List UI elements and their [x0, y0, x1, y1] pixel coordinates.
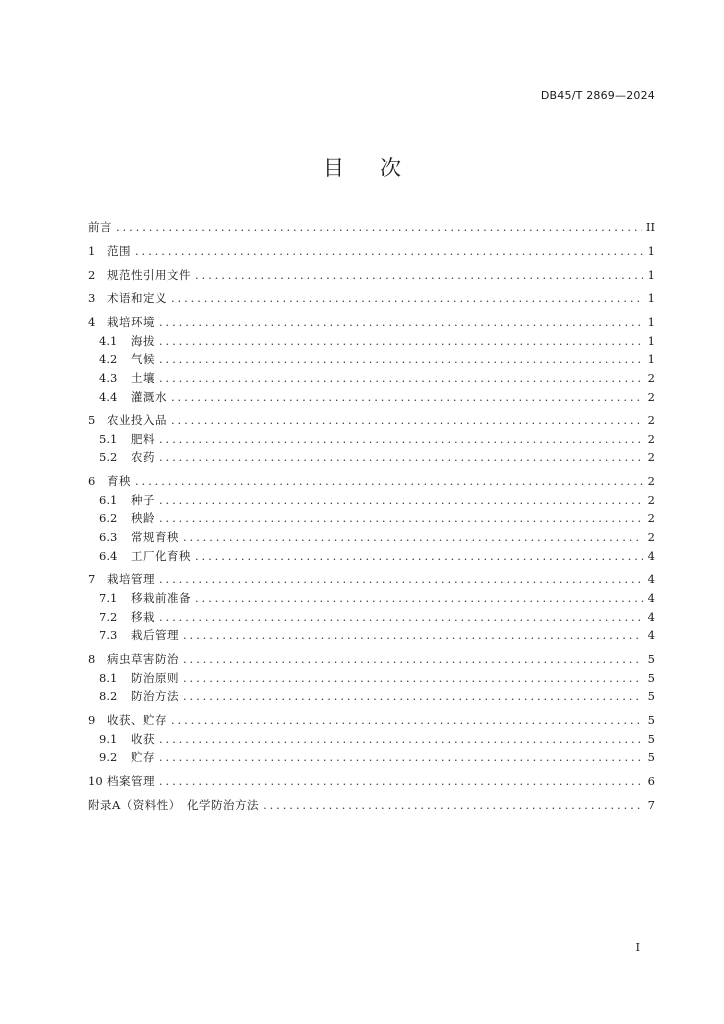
toc-entry-label: 附录A（资料性） 化学防治方法	[88, 797, 260, 812]
toc-entry-label: 农业投入品	[107, 413, 167, 428]
toc-entry-page: 1	[647, 333, 655, 348]
toc-entry-page: 4	[647, 609, 655, 624]
toc-dot-leader	[159, 430, 643, 449]
toc-entry-number: 4.2	[99, 352, 118, 367]
toc-dot-leader	[171, 411, 643, 430]
toc-entry-page: 2	[647, 370, 655, 385]
toc-dot-leader	[195, 266, 643, 285]
toc-entry-label: 栽后管理	[131, 628, 179, 643]
toc-entry-number: 10	[88, 773, 103, 788]
toc-entry-label: 前言	[88, 220, 112, 234]
toc-dot-leader	[195, 589, 643, 608]
toc-entry-number: 4.3	[99, 370, 118, 385]
toc-entry-label: 育秧	[107, 474, 131, 489]
toc-entry[interactable]	[88, 313, 655, 332]
toc-entry-page: 5	[647, 651, 655, 666]
toc-entry[interactable]	[88, 266, 655, 285]
toc-entry-page: 4	[647, 572, 655, 587]
toc-entry-label: 范围	[107, 243, 131, 258]
toc-entry[interactable]	[88, 528, 655, 547]
toc-entry-page: 2	[647, 511, 655, 526]
document-code: DB45/T 2869—2024	[540, 89, 655, 102]
toc-dot-leader	[159, 608, 643, 627]
toc-entry-label: 移栽	[131, 609, 155, 624]
toc-entry-number: 9	[88, 712, 96, 727]
toc-entry-label: 栽培管理	[107, 572, 155, 587]
toc-entry-label: 移栽前准备	[131, 591, 191, 605]
toc-entry-label: 肥料	[131, 431, 155, 446]
toc-entry-label: 病虫草害防治	[107, 651, 179, 666]
toc-dot-leader	[263, 796, 643, 815]
toc-entry[interactable]	[88, 730, 655, 749]
toc-entry[interactable]	[88, 509, 655, 528]
toc-entry[interactable]	[88, 772, 655, 791]
toc-entry-label: 防治方法	[131, 689, 179, 704]
toc-entry-number: 9.1	[99, 731, 118, 746]
toc-entry-number: 8	[88, 651, 96, 666]
toc-entry-number: 7	[88, 572, 96, 587]
page-title: 目次	[323, 156, 437, 180]
toc-entry-number: 9.2	[99, 750, 118, 765]
toc-entry[interactable]	[88, 626, 655, 645]
toc-entry-page: 2	[647, 474, 655, 489]
toc-dot-leader	[159, 332, 643, 351]
toc-entry-number: 6	[88, 474, 96, 489]
toc-entry[interactable]	[88, 350, 655, 369]
toc-entry-page: 2	[647, 413, 655, 428]
toc-entry-number: 3	[88, 291, 96, 306]
toc-entry-label: 气候	[131, 352, 155, 367]
toc-entry-label: 术语和定义	[107, 291, 167, 306]
toc-entry-page: 5	[647, 731, 655, 746]
toc-entry-label: 栽培环境	[107, 315, 155, 330]
toc-entry-page: 5	[647, 712, 655, 727]
toc-entry-page: 7	[647, 797, 655, 812]
toc-entry-label: 秧龄	[131, 511, 155, 526]
toc-dot-leader	[183, 687, 643, 706]
toc-entry[interactable]	[88, 448, 655, 467]
toc-dot-leader	[171, 711, 643, 730]
toc-entry-page: 2	[647, 450, 655, 465]
toc-entry-label: 土壤	[131, 370, 155, 385]
toc-entry[interactable]	[88, 289, 655, 308]
toc-entry-number: 8.1	[99, 670, 118, 685]
toc-entry-number: 6.1	[99, 492, 118, 507]
toc-entry[interactable]	[88, 650, 655, 669]
toc-entry-page: 5	[647, 689, 655, 704]
toc-dot-leader	[159, 313, 643, 332]
toc-entry-number: 7.1	[99, 591, 118, 605]
toc-entry[interactable]	[88, 711, 655, 730]
toc-dot-leader	[116, 218, 642, 237]
toc-entry[interactable]	[88, 218, 655, 237]
toc-entry-page: 1	[647, 352, 655, 367]
toc-dot-leader	[159, 369, 643, 388]
toc-entry-label: 档案管理	[107, 773, 155, 788]
toc-dot-leader	[195, 547, 643, 566]
toc-entry-label: 灌溉水	[131, 389, 167, 404]
toc-entry-page: 2	[647, 530, 655, 545]
toc-entry-page: 2	[647, 389, 655, 404]
toc-entry-number: 7.2	[99, 609, 118, 624]
toc-entry-label: 海拔	[131, 333, 155, 348]
toc-entry-label: 收获、贮存	[107, 712, 167, 727]
toc-dot-leader	[183, 650, 643, 669]
toc-entry-page: 4	[647, 548, 655, 563]
toc-entry-page: 1	[647, 267, 655, 282]
toc-entry[interactable]	[88, 472, 655, 491]
toc-entry-number: 1	[88, 243, 96, 258]
toc-entry-page: 6	[647, 773, 655, 788]
toc-entry-page: 2	[647, 492, 655, 507]
toc-entry[interactable]	[88, 242, 655, 261]
toc-dot-leader	[159, 491, 643, 510]
toc-entry-number: 6.4	[99, 548, 118, 563]
toc-entry-page: 1	[647, 243, 655, 258]
toc-entry[interactable]	[88, 608, 655, 627]
toc-entry-page: 5	[647, 750, 655, 765]
toc-entry[interactable]	[88, 430, 655, 449]
toc-entry-number: 4.4	[99, 389, 118, 404]
toc-entry-label: 贮存	[131, 750, 155, 765]
toc-entry[interactable]	[88, 388, 655, 407]
toc-entry-number: 4	[88, 315, 96, 330]
toc-entry-number: 7.3	[99, 628, 118, 643]
toc-entry-label: 规范性引用文件	[107, 267, 191, 282]
toc-dot-leader	[159, 448, 643, 467]
toc-dot-leader	[159, 772, 643, 791]
toc-entry-number: 8.2	[99, 689, 118, 704]
toc-entry-number: 5.1	[99, 431, 118, 446]
toc-entry-number: 6.2	[99, 511, 118, 526]
toc-dot-leader	[159, 570, 643, 589]
toc-entry-label: 农药	[131, 450, 155, 465]
toc-entry-label: 收获	[131, 731, 155, 746]
toc-entry-page: 4	[647, 628, 655, 643]
toc-dot-leader	[159, 730, 643, 749]
toc-dot-leader	[171, 388, 643, 407]
toc-entry[interactable]	[88, 369, 655, 388]
toc-entry-number: 5.2	[99, 450, 118, 465]
toc-entry[interactable]	[88, 332, 655, 351]
table-of-contents	[88, 218, 655, 814]
toc-entry-page: 1	[647, 315, 655, 330]
toc-entry-page: II	[645, 220, 655, 234]
toc-dot-leader	[159, 350, 643, 369]
toc-entry-number: 5	[88, 413, 96, 428]
toc-dot-leader	[135, 472, 643, 491]
toc-dot-leader	[183, 626, 643, 645]
toc-entry-label: 工厂化育秧	[131, 548, 191, 563]
toc-entry[interactable]	[88, 748, 655, 767]
toc-entry-page: 1	[647, 291, 655, 306]
toc-dot-leader	[159, 748, 643, 767]
toc-entry-page: 2	[647, 431, 655, 446]
toc-entry[interactable]	[88, 411, 655, 430]
toc-dot-leader	[135, 242, 643, 261]
toc-entry-page: 4	[647, 591, 655, 605]
toc-entry[interactable]	[88, 491, 655, 510]
toc-dot-leader	[159, 509, 643, 528]
toc-dot-leader	[171, 289, 643, 308]
toc-entry-number: 2	[88, 267, 96, 282]
toc-entry[interactable]	[88, 669, 655, 688]
toc-entry[interactable]	[88, 547, 655, 566]
toc-entry[interactable]	[88, 687, 655, 706]
toc-entry-page: 5	[647, 670, 655, 685]
toc-entry-label: 常规育秧	[131, 530, 179, 545]
toc-entry[interactable]	[88, 570, 655, 589]
toc-entry-number: 6.3	[99, 530, 118, 545]
toc-dot-leader	[183, 528, 643, 547]
page-number: I	[635, 941, 640, 954]
toc-entry[interactable]	[88, 796, 655, 815]
toc-dot-leader	[183, 669, 643, 688]
toc-entry[interactable]	[88, 589, 655, 608]
toc-entry-label: 防治原则	[131, 670, 179, 685]
toc-entry-label: 种子	[131, 492, 155, 507]
toc-entry-number: 4.1	[99, 333, 118, 348]
